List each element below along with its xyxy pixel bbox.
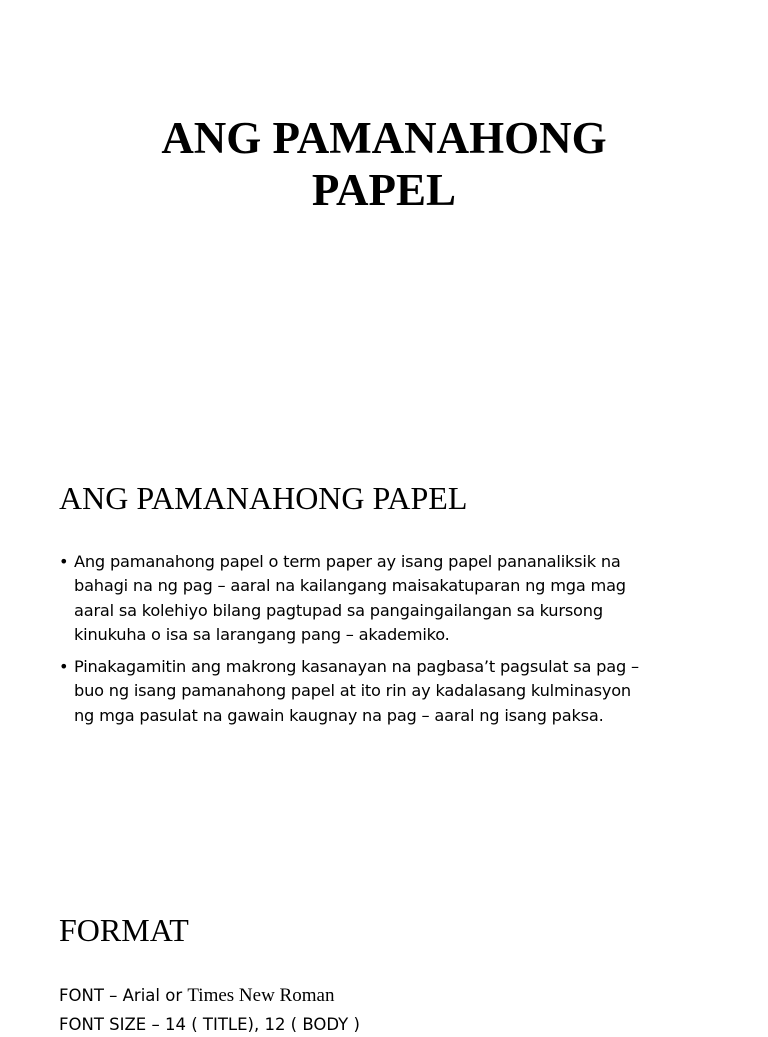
slide-title-heading — [60, 112, 708, 216]
bullet-2-line-2: buo ng isang pamanahong papel at ito rin ay kadalasang kulminasyon — [74, 681, 631, 701]
title-line-1: ANG PAMANAHONG — [161, 113, 607, 163]
title-line-2: PAPEL — [311, 165, 457, 215]
slide-title — [0, 0, 768, 432]
format-heading: FORMAT — [59, 912, 189, 948]
font-size-line — [59, 1012, 360, 1037]
bullet-2-line-3: ng mga pasulat na gawain kaugnay na pag – aaral ng isang paksa. — [74, 705, 604, 725]
bullet-1-line-2: bahagi na ng pag – aaral na kailangang maisakatuparan ng mga mag — [74, 576, 626, 596]
bullet-item-1 — [59, 550, 719, 647]
bullet-icon: • — [59, 552, 69, 571]
slide-format — [0, 864, 768, 1034]
slide-definition — [0, 432, 768, 864]
bullet-1-line-4: kinukuha o isa sa larangang pang – akademiko. — [74, 624, 450, 644]
bullet-item-2 — [59, 655, 719, 728]
definition-bullet-list — [59, 550, 719, 736]
font-value: Times New Roman — [187, 985, 335, 1006]
bullet-1-line-1: Ang pamanahong papel o term paper ay isang papel pananaliksik na — [74, 552, 621, 571]
bullet-icon: • — [59, 657, 69, 677]
font-label: FONT – Arial or — [59, 986, 188, 1005]
font-line — [59, 983, 334, 1008]
font-size-text: FONT SIZE – 14 ( TITLE), 12 ( BODY ) — [59, 1015, 360, 1034]
definition-heading: ANG PAMANAHONG PAPEL — [59, 480, 468, 516]
bullet-2-line-1: Pinakagamitin ang makrong kasanayan na pagbasa’t pagsulat sa pag – — [74, 657, 639, 677]
bullet-1-line-3: aaral sa kolehiyo bilang pagtupad sa pangaingailangan sa kursong — [74, 600, 603, 620]
